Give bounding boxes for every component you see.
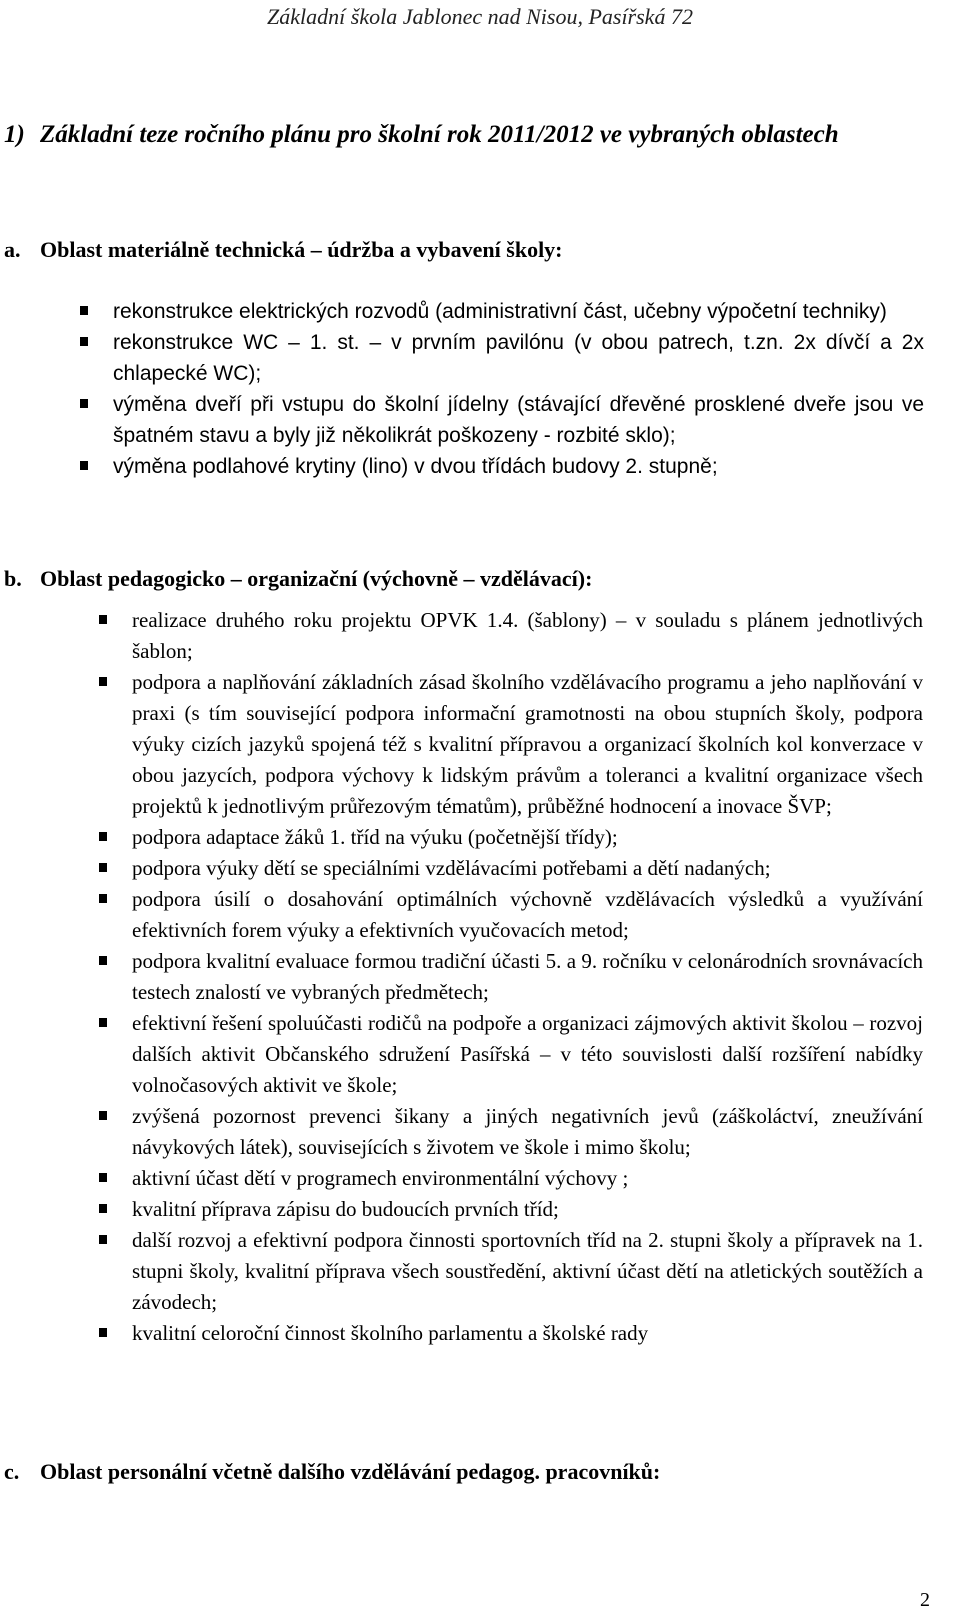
section-a-title: Oblast materiálně technická – údržba a vybavení školy: xyxy=(40,237,563,262)
square-bullet-icon xyxy=(99,615,107,624)
section-b-list xyxy=(95,605,923,1349)
section-c-heading xyxy=(4,1458,924,1486)
page-header: Základní škola Jablonec nad Nisou, Pasířská 72 xyxy=(267,4,693,29)
square-bullet-icon xyxy=(99,1235,107,1244)
list-item: realizace druhého roku projektu OPVK 1.4. (šablony) – v souladu s plánem jednotlivých šablon; xyxy=(95,605,923,667)
list-item: zvýšená pozornost prevenci šikany a jiných negativních jevů (záškoláctví, zneužívání návykových látek), souvisejících s životem ve škole i mimo školu; xyxy=(95,1101,923,1163)
list-item: další rozvoj a efektivní podpora činnosti sportovních tříd na 2. stupni školy a přípravek na 1. stupni školy, kvalitní příprava všech soustředění, aktivní účast dětí na atletických soutěžích a závodech; xyxy=(95,1225,923,1318)
page-number: 2 xyxy=(920,1589,930,1611)
document-title xyxy=(4,117,924,152)
square-bullet-icon xyxy=(99,1328,107,1337)
list-item: kvalitní příprava zápisu do budoucích prvních tříd; xyxy=(95,1194,923,1225)
section-b-letter: b. xyxy=(4,566,22,591)
square-bullet-icon xyxy=(80,337,88,346)
square-bullet-icon xyxy=(99,1018,107,1027)
section-b-heading xyxy=(4,565,924,593)
list-item: výměna podlahové krytiny (lino) v dvou třídách budovy 2. stupně; xyxy=(76,451,924,482)
square-bullet-icon xyxy=(99,677,107,686)
square-bullet-icon xyxy=(80,399,88,408)
section-a-list xyxy=(76,296,924,482)
square-bullet-icon xyxy=(99,1173,107,1182)
section-b-title: Oblast pedagogicko – organizační (výchovně – vzdělávací): xyxy=(40,566,593,591)
section-a-letter: a. xyxy=(4,237,21,262)
section-c-letter: c. xyxy=(4,1459,20,1484)
list-item: podpora adaptace žáků 1. tříd na výuku (početnější třídy); xyxy=(95,822,923,853)
list-item: podpora úsilí o dosahování optimálních výchovně vzdělávacích výsledků a využívání efektivních forem výuky a efektivních vyučovacích metod; xyxy=(95,884,923,946)
square-bullet-icon xyxy=(99,956,107,965)
list-item: efektivní řešení spoluúčasti rodičů na podpoře a organizaci zájmových aktivit školou – rozvoj dalších aktivit Občanského sdružení Pasířská – v této souvislosti další rozšíření nabídky volnočasových aktivit ve škole; xyxy=(95,1008,923,1101)
square-bullet-icon xyxy=(80,306,88,315)
square-bullet-icon xyxy=(99,894,107,903)
section-a-heading xyxy=(4,236,924,264)
list-item: podpora a naplňování základních zásad školního vzdělávacího programu a jeho naplňování v praxi (s tím související podpora informační gramotnosti na obou stupních školy, podpora výuky cizích jazyků spojená též s kvalitní přípravou a organizací školních kol konverzace v obou jazycích, podpora výchovy k lidským právům a toleranci a kvalitní organizace všech projektů k jednotlivým průřezovým tématům), průběžné hodnocení a inovace ŠVP; xyxy=(95,667,923,822)
list-item: aktivní účast dětí v programech environmentální výchovy ; xyxy=(95,1163,923,1194)
square-bullet-icon xyxy=(80,461,88,470)
list-item: rekonstrukce elektrických rozvodů (administrativní část, učebny výpočetní techniky) xyxy=(76,296,924,327)
list-item: podpora kvalitní evaluace formou tradiční účasti 5. a 9. ročníku v celonárodních srovnávacích testech znalostí ve vybraných předmětech; xyxy=(95,946,923,1008)
square-bullet-icon xyxy=(99,832,107,841)
list-item: výměna dveří při vstupu do školní jídelny (stávající dřevěné prosklené dveře jsou ve špatném stavu a byly již několikrát poškozeny - rozbité sklo); xyxy=(76,389,924,451)
list-item: rekonstrukce WC – 1. st. – v prvním pavilónu (v obou patrech, t.zn. 2x dívčí a 2x chlapecké WC); xyxy=(76,327,924,389)
square-bullet-icon xyxy=(99,863,107,872)
title-text: Základní teze ročního plánu pro školní rok 2011/2012 ve vybraných oblastech xyxy=(40,121,839,148)
square-bullet-icon xyxy=(99,1204,107,1213)
list-item: podpora výuky dětí se speciálními vzdělávacími potřebami a dětí nadaných; xyxy=(95,853,923,884)
square-bullet-icon xyxy=(99,1111,107,1120)
list-item: kvalitní celoroční činnost školního parlamentu a školské rady xyxy=(95,1318,923,1349)
section-c-title: Oblast personální včetně dalšího vzdělávání pedagog. pracovníků: xyxy=(40,1459,661,1484)
title-number: 1) xyxy=(4,121,25,148)
